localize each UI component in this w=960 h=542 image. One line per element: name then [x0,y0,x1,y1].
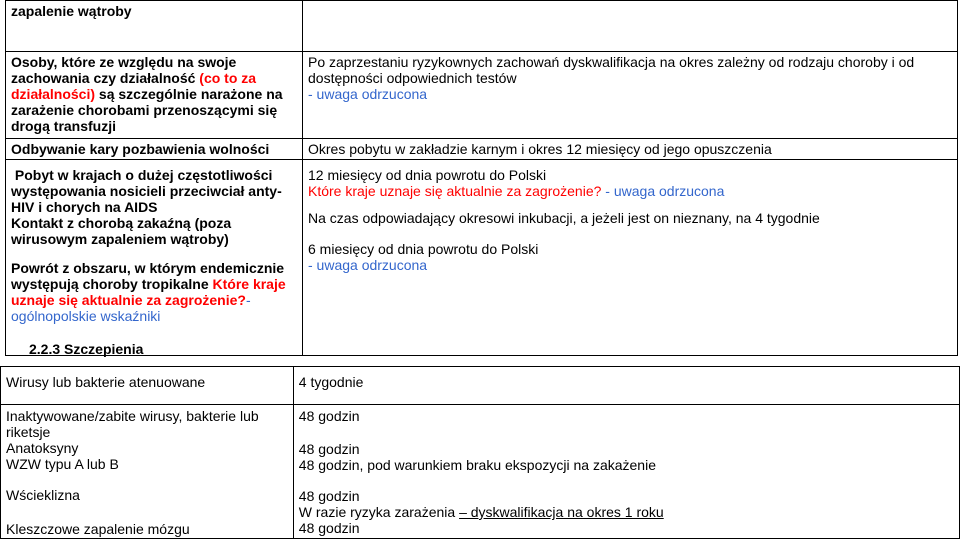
row-prison-left [6,139,303,160]
vaccine-deferral: 4 tygodnie [298,374,364,390]
table-title: zapalenie wątroby [11,3,132,19]
vaccine-group-left [1,405,294,539]
vaccine-row-attenuated-right [293,367,959,405]
row-prison-right [303,139,958,160]
vaccine-deferral: 48 godzin [298,488,360,504]
cell-text: są szczególnie narażone na zarażenie chorobami przenoszącymi się drogą transfuzji [11,86,283,134]
vaccine-name: Wirusy lub bakterie atenuowane [6,374,206,390]
title-cell [6,1,303,52]
vaccine-deferral: – dyskwalifikacja na okres 1 roku [459,504,664,520]
comment-red: (co to za działalności) [11,70,257,102]
comment-blue: - uwaga odrzucona [308,86,428,102]
cell-text: Po zaprzestaniu ryzykownych zachowań dyskwalifikacja na okres zależny od rodzaju choroby i od dostępności odpowiednich testów [308,54,915,86]
deferral-table [5,0,958,356]
vaccine-name: Anatoksyny [6,440,79,456]
comment-red: Które kraje uznaje się aktualnie za zagrożenie? [308,183,602,199]
vaccine-group-right [293,405,959,539]
row-travel-left [6,160,303,356]
cell-text: Powrót z obszaru, w którym endemicznie występują choroby tropikalne [11,260,285,292]
vaccine-name: Wścieklizna [6,487,80,503]
vaccine-name: WZW typu A lub B [6,456,119,472]
vaccination-table [0,366,960,539]
comment-blue: - uwaga odrzucona [308,257,428,273]
cell-text: Pobyt w krajach o dużej częstotliwości występowania nosicieli przeciwciał anty-HIV i chorych na AIDS [11,167,282,215]
row-travel-right [303,160,958,356]
section-heading: 2.2.3 Szczepienia [29,341,144,357]
row-risky-behaviour-left [6,52,303,139]
cell-text: Okres pobytu w zakładzie karnym i okres 12 miesięcy od jego opuszczenia [308,141,772,157]
row-risky-behaviour-right [303,52,958,139]
comment-blue: - ogólnopolskie wskaźniki [11,292,251,324]
vaccine-row-attenuated-left [1,367,294,405]
comment-blue: - uwaga odrzucona [601,183,725,199]
cell-text: Osoby, które ze względu na swoje zachowania czy działalność [11,54,237,86]
cell-text: Odbywanie kary pozbawienia wolności [11,141,270,157]
vaccine-name: Kleszczowe zapalenie mózgu [6,521,190,537]
comment-red: Które kraje uznaje się aktualnie za zagrożenie? [11,276,286,308]
vaccine-deferral: 48 godzin [298,408,360,424]
cell-text: 12 miesięcy od dnia powrotu do Polski [308,167,547,183]
cell-text: Kontakt z chorobą zakaźną (poza wirusowym zapaleniem wątroby) [11,215,232,247]
cell-text: Na czas odpowiadający okresowi inkubacji, a jeżeli jest on nieznany, na 4 tygodnie [308,210,820,226]
vaccine-deferral: W razie ryzyka zarażenia [298,504,460,520]
vaccine-deferral: 48 godzin [298,441,360,457]
title-cell-empty [303,1,958,52]
vaccine-deferral: 48 godzin [298,520,360,536]
cell-text: 6 miesięcy od dnia powrotu do Polski [308,241,539,257]
vaccine-deferral: 48 godzin, pod warunkiem braku ekspozycji na zakażenie [298,457,656,473]
vaccine-name: Inaktywowane/zabite wirusy, bakterie lub riketsje [6,408,259,440]
